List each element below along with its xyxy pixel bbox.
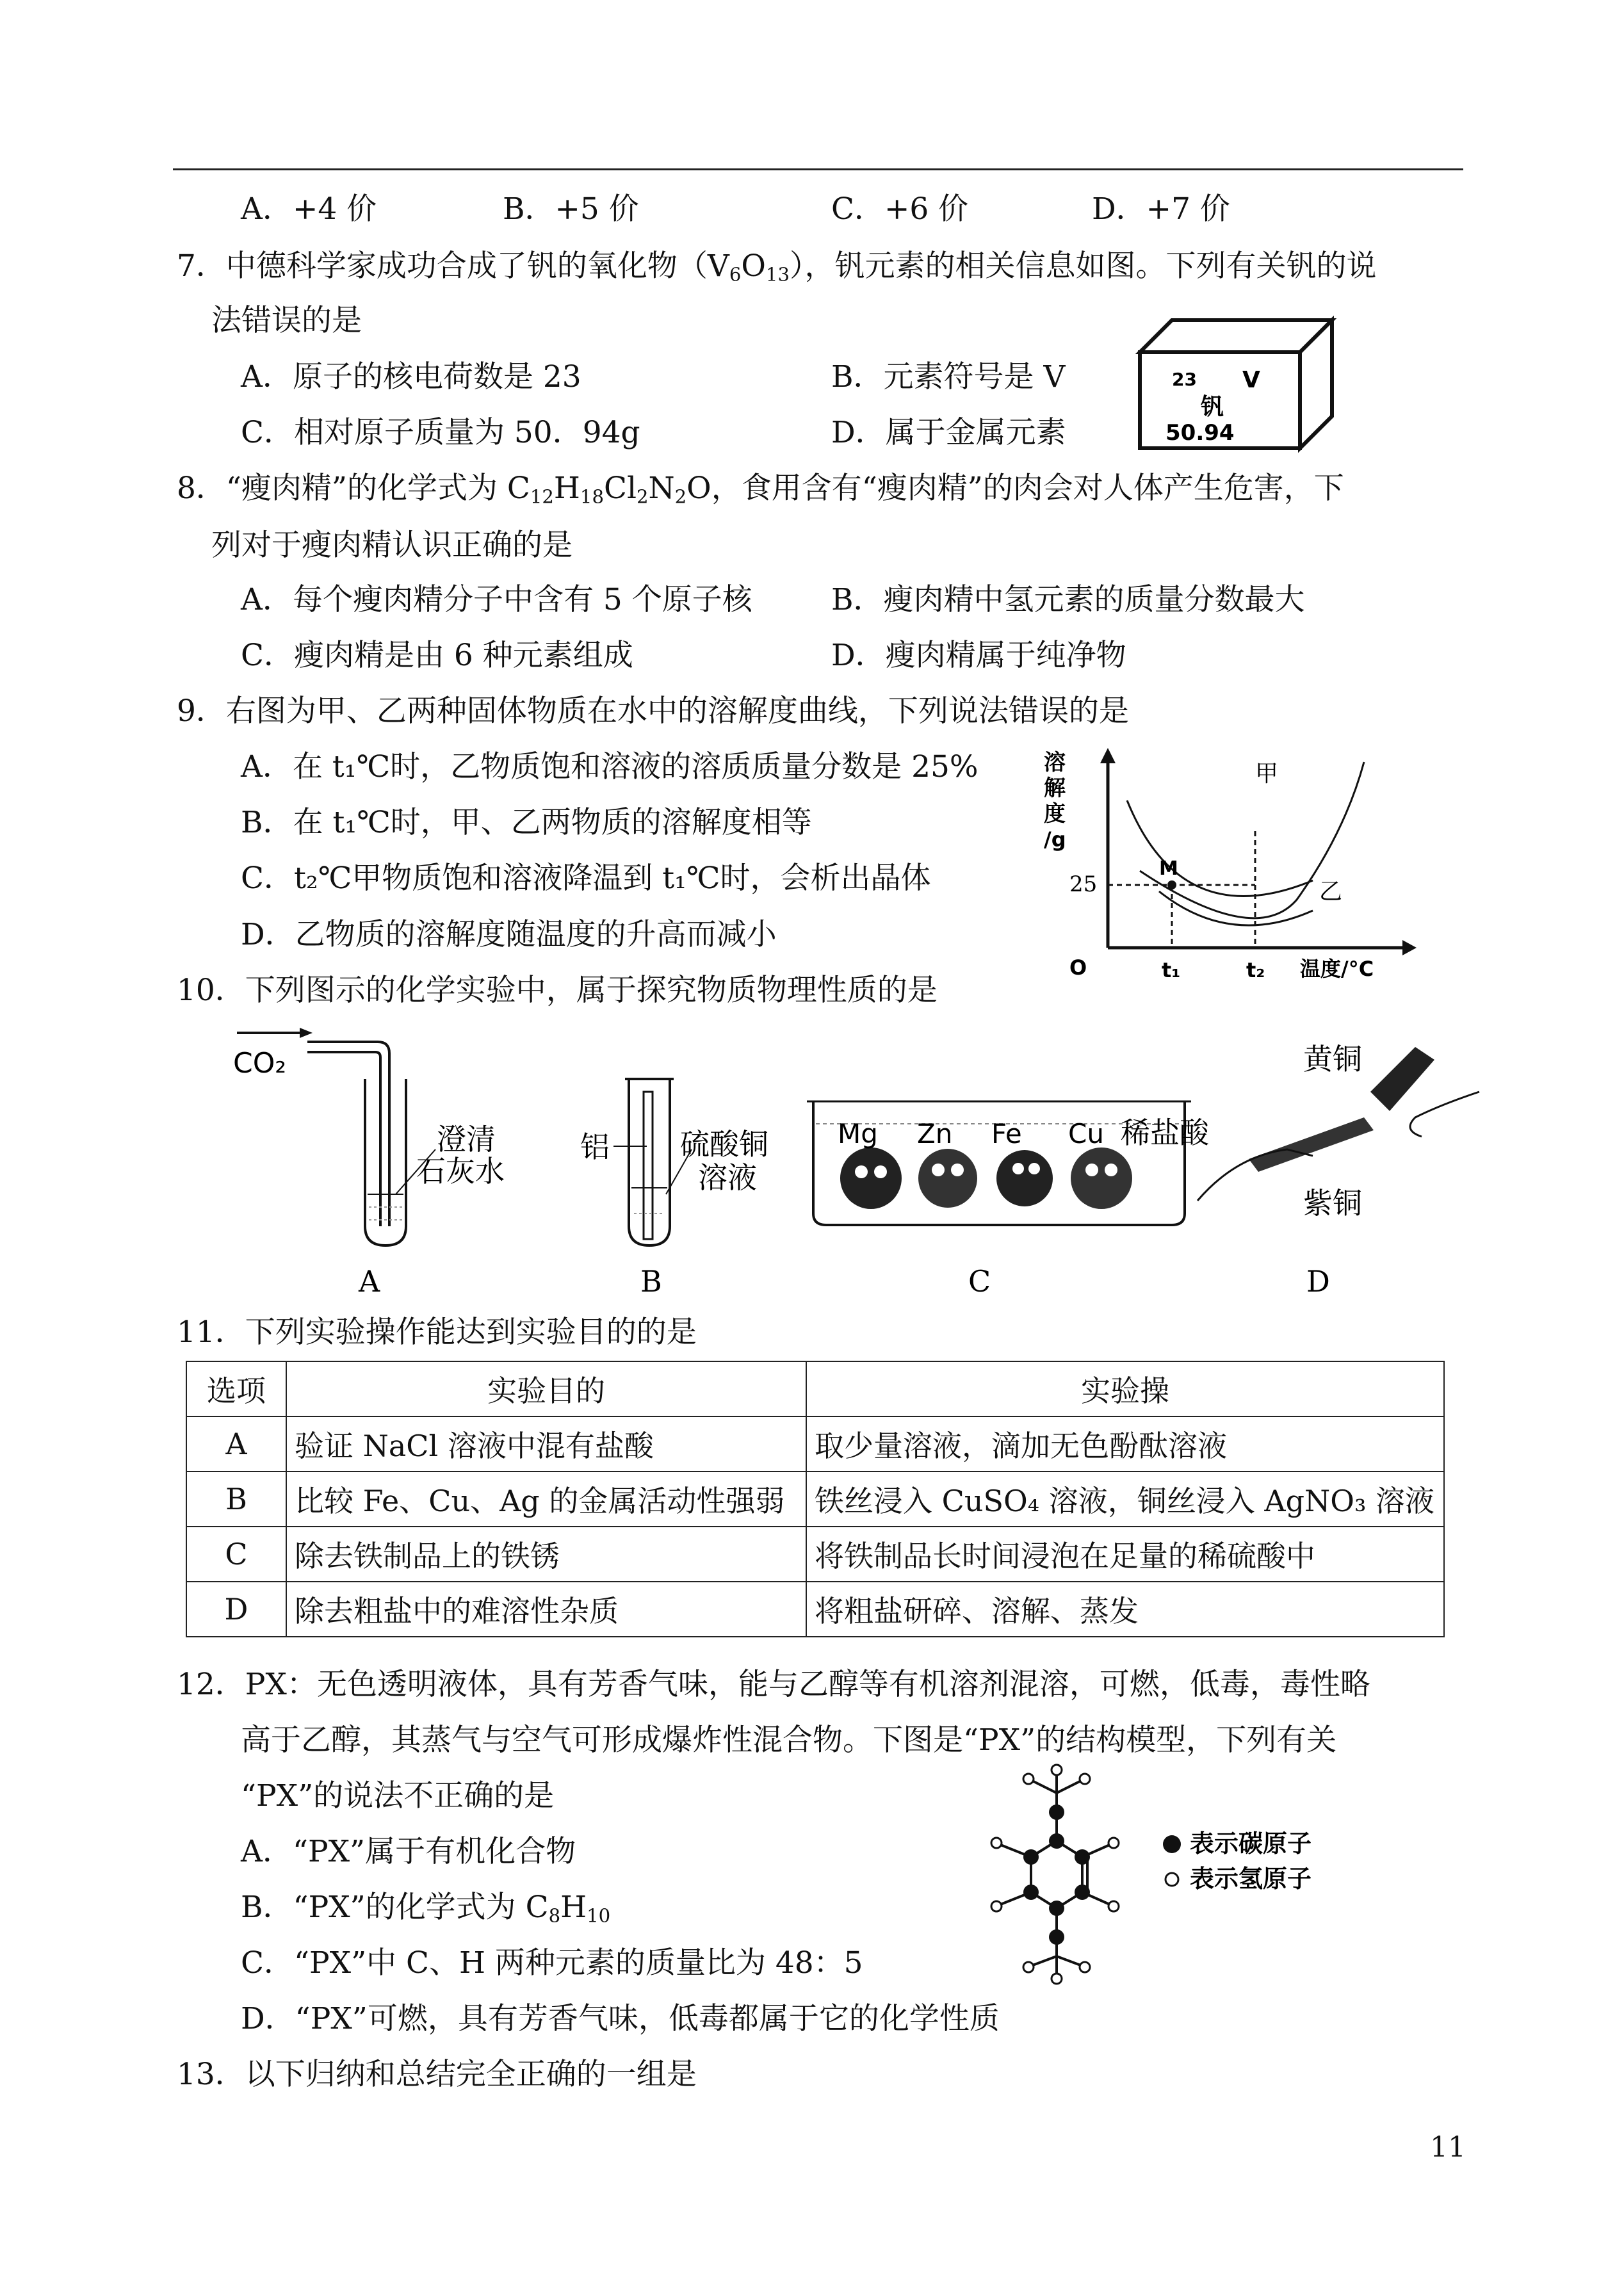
q8-option-b: B．瘦肉精中氢元素的质量分数最大	[831, 582, 1305, 617]
row-option: D	[186, 1582, 286, 1637]
row-option: A	[186, 1416, 286, 1472]
q9-stem: 9．右图为甲、乙两种固体物质在水中的溶解度曲线，下列说法错误的是	[177, 693, 1129, 729]
row-purpose: 除去铁制品上的铁锈	[286, 1527, 806, 1582]
q7-option-a: A．原子的核电荷数是 23	[241, 359, 581, 394]
brass-label: 黄铜	[1303, 1042, 1362, 1076]
row-purpose: 比较 Fe、Cu、Ag 的金属活动性强弱	[286, 1472, 806, 1527]
y-label-1: 溶	[1044, 750, 1066, 775]
q12-option-d: D．“PX”可燃，具有芳香气味，低毒都属于它的化学性质	[241, 2001, 1000, 2036]
carbon-legend-icon	[1163, 1835, 1181, 1853]
q9-option-a: A．在 t₁℃时，乙物质饱和溶液的溶质质量分数是 25%	[241, 749, 978, 784]
hydrogen-legend-icon	[1165, 1873, 1178, 1886]
q12-option-a: A．“PX”属于有机化合物	[241, 1834, 576, 1869]
copper-sulfate-label-1: 硫酸铜	[680, 1127, 768, 1162]
y-axis-arrow-icon	[1100, 748, 1116, 763]
q7-stem-line2: 法错误的是	[211, 303, 362, 338]
page-number: 11	[1430, 2131, 1466, 2164]
figure-letter-c: C	[968, 1264, 991, 1299]
q7-stem-line1: 7．中德科学家成功合成了钒的氧化物$(V_6O_{13})$，钒元素的相关信息如图。下列有关钒的说	[177, 248, 1377, 286]
purple-copper-label: 紫铜	[1303, 1186, 1362, 1220]
aluminium-label: 铝	[580, 1130, 610, 1164]
q8-option-a: A．每个瘦肉精分子中含有 5 个原子核	[241, 582, 752, 617]
legend-carbon: 表示碳原子	[1190, 1829, 1312, 1858]
q8-stem-line1: 8．“瘦肉精”的化学式为 $C_{12}H_{18}Cl_2N_2O$，食用含有“瘦肉精”的肉会对人体产生危害，下	[177, 471, 1344, 508]
q9-option-b: B．在 t₁℃时，甲、乙两物质的溶解度相等	[241, 805, 812, 840]
row-purpose: 除去粗盐中的难溶性杂质	[286, 1582, 806, 1637]
label-m: M	[1159, 857, 1178, 880]
cube-atomic-number: 23	[1172, 369, 1197, 390]
limewater-label-1: 澄清	[437, 1122, 496, 1156]
curve-yi	[1127, 800, 1313, 896]
figure-letter-b: B	[640, 1264, 662, 1299]
q8-stem-line2: 列对于瘦肉精认识正确的是	[211, 528, 572, 563]
label-jia: 甲	[1255, 761, 1279, 787]
table-row	[186, 1527, 1444, 1582]
q11-stem: 11．下列实验操作能达到实验目的的是	[177, 1315, 697, 1350]
metal-zn-figure	[918, 1149, 977, 1208]
figure-letter-a: A	[359, 1264, 380, 1299]
legend-hydrogen: 表示氢原子	[1190, 1865, 1312, 1893]
row-operation: 取少量溶液，滴加无色酚酞溶液	[806, 1416, 1444, 1472]
table-row	[186, 1416, 1444, 1472]
table-row	[186, 1582, 1444, 1637]
q6-option-b: B．+5 价	[503, 191, 639, 227]
cube-element-name: 钒	[1201, 394, 1224, 420]
origin-label: O	[1069, 955, 1087, 980]
q12-stem-line1: 12．PX：无色透明液体，具有芳香气味，能与乙醇等有机溶剂混溶，可燃，低毒，毒性略	[177, 1667, 1370, 1702]
q7-option-b: B．元素符号是 V	[831, 359, 1066, 394]
q12-option-b: B．“PX”的化学式为 $C_8H_{10}$	[241, 1890, 611, 1927]
copper-sulfate-label-2: 溶液	[698, 1160, 757, 1195]
row-operation: 将铁制品长时间浸泡在足量的稀硫酸中	[806, 1527, 1444, 1582]
limewater-label-2: 石灰水	[416, 1154, 505, 1188]
dilute-hcl-label: 稀盐酸	[1121, 1115, 1209, 1150]
q6-option-c: C．+6 价	[831, 191, 969, 227]
q6-option-d: D．+7 价	[1092, 191, 1230, 227]
q9-option-c: C．t₂℃甲物质饱和溶液降温到 t₁℃时，会析出晶体	[241, 861, 931, 896]
header-option: 选项	[186, 1361, 286, 1416]
figure-b	[580, 1079, 768, 1245]
hand-right	[1410, 1092, 1479, 1137]
cube-symbol: V	[1242, 367, 1260, 393]
copper-plate	[1249, 1117, 1374, 1172]
metal-mg-figure	[840, 1148, 902, 1209]
vanadium-element-cube	[1133, 314, 1345, 461]
q11-table	[186, 1361, 1445, 1637]
figure-letter-d: D	[1306, 1264, 1330, 1299]
point-m	[1167, 880, 1176, 889]
header-rule	[173, 168, 1463, 170]
figure-a	[233, 1028, 505, 1245]
metal-label-cu: Cu	[1068, 1118, 1104, 1149]
experiment-figures	[224, 1021, 1479, 1299]
table-header-row	[186, 1361, 1444, 1416]
q9-option-d: D．乙物质的溶解度随温度的升高而减小	[241, 917, 777, 952]
q7-option-d: D．属于金属元素	[831, 415, 1066, 450]
px-structure-model	[986, 1755, 1383, 1998]
metal-cu-figure	[1071, 1148, 1132, 1209]
solubility-curve-graph	[1044, 743, 1415, 993]
y-label-2: 解	[1044, 775, 1066, 801]
q13-stem: 13．以下归纳和总结完全正确的一组是	[177, 2057, 697, 2092]
figure-c	[807, 1101, 1210, 1225]
cube-atomic-mass: 50.94	[1165, 420, 1235, 446]
row-purpose: 验证 NaCl 溶液中混有盐酸	[286, 1416, 806, 1472]
t2-label: t₂	[1246, 958, 1265, 982]
table-row	[186, 1472, 1444, 1527]
brass-plate	[1370, 1047, 1434, 1111]
header-purpose: 实验目的	[286, 1361, 806, 1416]
x-axis-arrow-icon	[1402, 940, 1417, 955]
x-axis-label: 温度/°C	[1300, 957, 1374, 981]
metal-label-fe: Fe	[991, 1118, 1022, 1149]
co2-label: CO₂	[233, 1047, 286, 1080]
metal-label-mg: Mg	[838, 1118, 878, 1149]
row-operation: 将粗盐研碎、溶解、蒸发	[806, 1582, 1444, 1637]
y-label-3: 度	[1044, 801, 1066, 827]
figure-d	[1198, 1042, 1479, 1220]
q7-option-c: C．相对原子质量为 50．94g	[241, 415, 640, 450]
row-operation: 铁丝浸入 CuSO₄ 溶液，铜丝浸入 AgNO₃ 溶液	[806, 1472, 1444, 1527]
q6-option-a: A．+4 价	[241, 191, 377, 227]
y-label-4: /g	[1044, 827, 1066, 852]
q8-option-d: D．瘦肉精属于纯净物	[831, 638, 1126, 673]
metal-label-zn: Zn	[917, 1118, 953, 1149]
q10-stem: 10．下列图示的化学实验中，属于探究物质物理性质的是	[177, 973, 938, 1008]
label-yi: 乙	[1319, 879, 1343, 905]
metal-fe-figure	[996, 1150, 1053, 1206]
q12-option-c: C．“PX”中 C、H 两种元素的质量比为 48：5	[241, 1945, 863, 1981]
q12-stem-line3: “PX”的说法不正确的是	[241, 1778, 555, 1813]
co2-arrow-icon	[300, 1028, 313, 1038]
row-option: C	[186, 1527, 286, 1582]
q8-option-c: C．瘦肉精是由 6 种元素组成	[241, 638, 633, 673]
q12-stem-line2: 高于乙醇，其蒸气与空气可形成爆炸性混合物。下图是“PX”的结构模型，下列有关	[241, 1723, 1337, 1758]
t1-label: t₁	[1162, 958, 1181, 982]
header-operation: 实验操	[806, 1361, 1444, 1416]
row-option: B	[186, 1472, 286, 1527]
y-tick-25: 25	[1069, 872, 1098, 897]
